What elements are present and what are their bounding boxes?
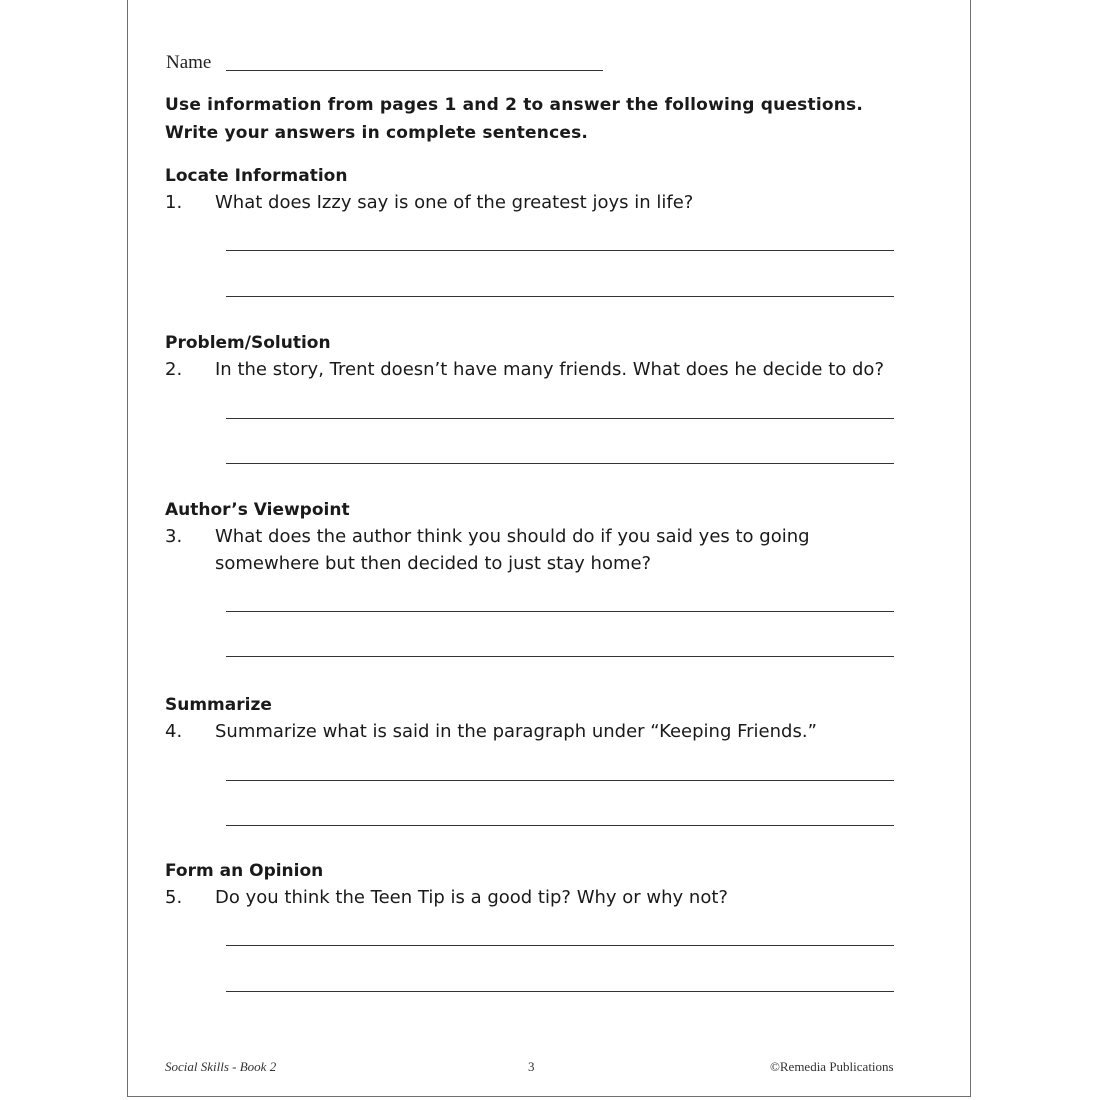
question-number: 1.	[165, 192, 183, 213]
question-text: What does the author think you should do if you said yes to going somewhere but then decided to just stay home?	[215, 526, 810, 574]
instruction-line: Write your answers in complete sentences.	[165, 123, 589, 143]
question-5	[165, 884, 905, 911]
section-summarize	[165, 692, 905, 745]
section-problem-solution	[165, 330, 905, 383]
answer-line[interactable]	[226, 250, 894, 251]
section-title: Summarize	[165, 695, 272, 715]
question-text: What does Izzy say is one of the greatest joys in life?	[215, 192, 694, 213]
question-3	[165, 523, 815, 577]
answer-line[interactable]	[226, 418, 894, 419]
answer-line[interactable]	[226, 296, 894, 297]
name-label: Name	[166, 52, 212, 73]
footer-page-number: 3	[528, 1059, 535, 1074]
question-text: Summarize what is said in the paragraph under “Keeping Friends.”	[215, 721, 817, 742]
answer-line[interactable]	[226, 463, 894, 464]
question-2	[165, 356, 905, 383]
question-text: In the story, Trent doesn’t have many friends. What does he decide to do?	[215, 359, 884, 380]
section-title: Author’s Viewpoint	[165, 500, 350, 520]
instruction-line: Use information from pages 1 and 2 to answer the following questions.	[165, 95, 864, 115]
section-title: Problem/Solution	[165, 333, 331, 353]
footer-publisher: ©Remedia Publications	[770, 1059, 894, 1074]
answer-line[interactable]	[226, 780, 894, 781]
name-answer-line[interactable]	[226, 70, 603, 71]
instructions	[165, 91, 863, 147]
question-text: Do you think the Teen Tip is a good tip? Why or why not?	[215, 887, 728, 908]
question-number: 3.	[165, 526, 183, 547]
question-number: 2.	[165, 359, 183, 380]
section-form-an-opinion	[165, 858, 905, 911]
answer-line[interactable]	[226, 945, 894, 946]
question-number: 4.	[165, 721, 183, 742]
answer-line[interactable]	[226, 825, 894, 826]
question-4	[165, 718, 905, 745]
section-authors-viewpoint	[165, 497, 815, 577]
section-title: Locate Information	[165, 166, 348, 186]
answer-line[interactable]	[226, 991, 894, 992]
question-number: 5.	[165, 887, 183, 908]
section-title: Form an Opinion	[165, 861, 324, 881]
question-1	[165, 189, 905, 216]
answer-line[interactable]	[226, 656, 894, 657]
footer-book-title: Social Skills - Book 2	[165, 1059, 277, 1074]
section-locate-information	[165, 163, 905, 216]
answer-line[interactable]	[226, 611, 894, 612]
